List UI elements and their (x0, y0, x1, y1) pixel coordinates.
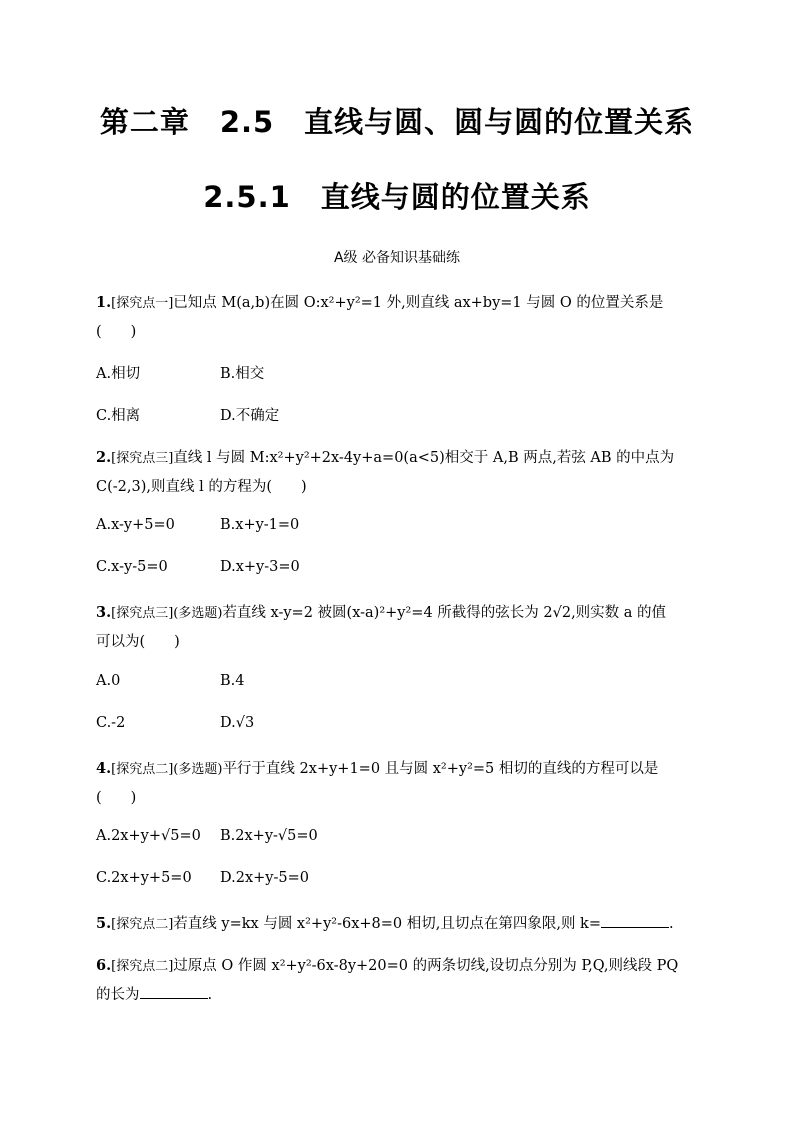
option-c: C.-2 (96, 715, 126, 731)
option-b: B.4 (220, 673, 245, 689)
question-number: 3. (96, 604, 112, 621)
question-tag: [探究点三](多选题) (111, 606, 223, 621)
answer-blank[interactable] (601, 915, 669, 928)
question-3 (96, 601, 666, 622)
question-tag: [探究点三] (111, 451, 174, 466)
answer-paren: ( ) (96, 324, 137, 340)
question-number: 6. (96, 957, 112, 974)
question-6 (96, 954, 678, 975)
question-text: 已知点 M(a,b)在圆 O:x²+y²=1 外,则直线 ax+by=1 与圆 O 的位置关系是 (173, 295, 664, 311)
option-a: A.0 (96, 673, 121, 689)
answer-paren: ( ) (96, 790, 137, 806)
option-b: B.相交 (220, 366, 265, 382)
question-number: 4. (96, 760, 112, 777)
question-text: 直线 l 与圆 M:x²+y²+2x-4y+a=0(a<5)相交于 A,B 两点,若弦 AB 的中点为 (173, 450, 675, 466)
question-tag: [探究点二] (111, 917, 174, 932)
option-c: C.相离 (96, 408, 141, 424)
question-tag: [探究点二](多选题) (111, 762, 223, 777)
question-1 (96, 291, 663, 312)
chapter-title: 第二章 2.5 直线与圆、圆与圆的位置关系 (99, 105, 695, 139)
option-d: D.2x+y-5=0 (220, 870, 309, 886)
option-a: A.2x+y+√5=0 (96, 828, 201, 844)
question-text: 若直线 y=kx 与圆 x²+y²-6x+8=0 相切,且切点在第四象限,则 k= (173, 916, 601, 932)
question-tag: [探究点一] (111, 296, 174, 311)
question-text: 过原点 O 作圆 x²+y²-6x-8y+20=0 的两条切线,设切点分别为 P,Q,则线段 PQ (173, 958, 679, 974)
option-d: D.x+y-3=0 (220, 559, 300, 575)
question-text-cont: 可以为( ) (96, 634, 180, 650)
question-text: 平行于直线 2x+y+1=0 且与圆 x²+y²=5 相切的直线的方程可以是 (222, 761, 659, 777)
question-text-cont: C(-2,3),则直线 l 的方程为( ) (96, 479, 307, 495)
option-a: A.相切 (96, 366, 141, 382)
question-text-cont: 的长为 (96, 987, 140, 1003)
question-6-cont (96, 983, 212, 1004)
option-a: A.x-y+5=0 (96, 517, 175, 533)
question-number: 1. (96, 294, 112, 311)
question-number: 2. (96, 449, 112, 466)
option-c: C.x-y-5=0 (96, 559, 168, 575)
question-5 (96, 912, 674, 933)
question-4 (96, 757, 658, 778)
option-d: D.√3 (220, 715, 255, 731)
question-number: 5. (96, 915, 112, 932)
question-end: . (207, 987, 213, 1003)
question-2 (96, 446, 674, 467)
level-heading: A级 必备知识基础练 (333, 250, 461, 266)
section-title: 2.5.1 直线与圆的位置关系 (203, 180, 591, 214)
option-c: C.2x+y+5=0 (96, 870, 192, 886)
answer-blank[interactable] (140, 986, 208, 999)
option-d: D.不确定 (220, 408, 280, 424)
question-end: . (669, 916, 674, 932)
option-b: B.2x+y-√5=0 (220, 828, 318, 844)
question-tag: [探究点二] (111, 959, 174, 974)
question-text: 若直线 x-y=2 被圆(x-a)²+y²=4 所截得的弦长为 2√2,则实数 a 的值 (222, 605, 667, 621)
option-b: B.x+y-1=0 (220, 517, 300, 533)
